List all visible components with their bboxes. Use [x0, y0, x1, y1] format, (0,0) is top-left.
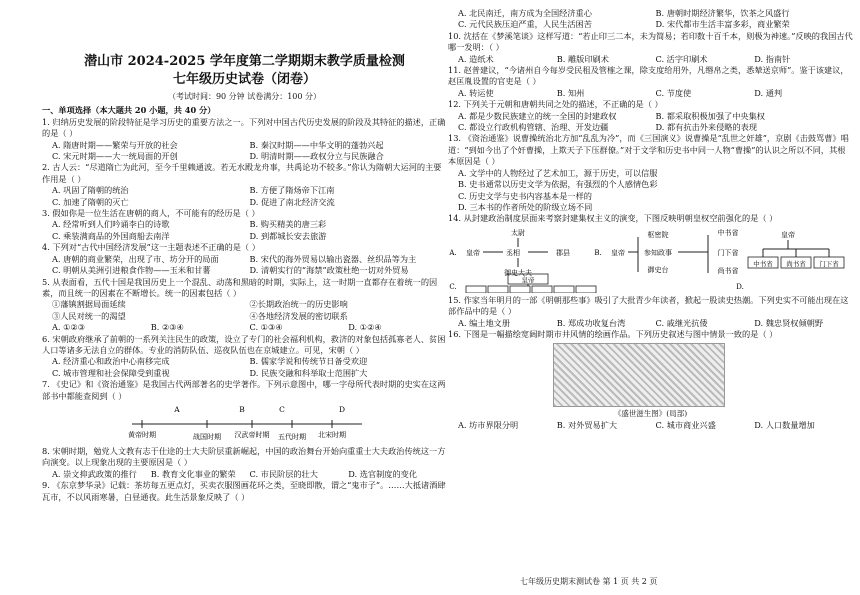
option: D. 到都城长安去旅游	[249, 230, 327, 241]
option: A. 巩固了隋朝的统治	[52, 185, 129, 196]
question-stem: 2. 古人云：“尽道隋亡为此河，至今千里赖通波。若无水殿龙舟事，共禹论功不较多。”你认为隋朝大运河的主要作用是（ ）	[42, 162, 442, 184]
diagram-box	[510, 286, 530, 293]
diagram-line	[763, 240, 829, 257]
question-options	[52, 356, 447, 379]
option: D. 都有抗击外来侵略的表现	[655, 122, 758, 133]
option: ④各地经济发展的密切联系	[249, 310, 348, 321]
painting-image	[553, 343, 725, 407]
timeline-letter: B	[239, 404, 245, 414]
diagram-label: 中书省	[717, 228, 739, 237]
diagram-box	[488, 286, 508, 293]
option: D. 人口数量增加	[754, 419, 815, 430]
option: C. 都设立行政机构管辖、治理、开发边疆	[458, 122, 609, 133]
left-column	[42, 8, 447, 503]
government-diagram	[448, 227, 853, 293]
diagram-label: 郡县	[556, 248, 570, 257]
timeline-label: 黄帝时期	[128, 430, 156, 439]
diagram-label: 尚书省	[786, 259, 806, 268]
option: C. 历史文学与史书内容基本是一样的	[458, 190, 592, 201]
question-stem: 5. 从表面看，五代十国是我国历史上一个混乱、动荡和黑暗的时期，实际上，这一时期一直都存在着统一的因素，而且统一的因素在不断增长。统一的因素包括（ ）	[42, 276, 438, 298]
option: A. 隋唐时期——繁荣与开放的社会	[52, 139, 178, 150]
timeline-label: 五代时期	[278, 432, 306, 441]
painting-caption: 《盛世滋生图》(局部)	[613, 409, 688, 419]
diagram-label: 皇帝	[521, 275, 535, 284]
question-options	[52, 299, 447, 322]
question-list-left	[42, 117, 447, 402]
option: C. 加速了隋朝的灭亡	[52, 196, 129, 207]
exam-title: 潜山市 2024-2025 学年度第二学期期末教学质量检测	[84, 54, 405, 69]
question-options	[458, 8, 853, 31]
timeline-letter: A	[174, 404, 180, 414]
option: D. 指南针	[754, 53, 791, 64]
option: A. 崇文抑武政策的推行	[52, 468, 137, 479]
exam-info: （考试时间：90 分钟 试卷满分：100 分）	[167, 92, 322, 101]
page-footer: 七年级历史期末测试卷 第 1 页 共 2 页	[520, 577, 658, 586]
question-options	[458, 88, 853, 99]
option: B. 教育文化事业的繁荣	[150, 468, 236, 479]
option: B. 史书通常以历史文学为依据，有强烈的个人感情色彩	[458, 179, 658, 190]
choice: D. ①②④	[348, 322, 382, 333]
option: C. 活字印刷术	[655, 53, 708, 64]
question-list-right-b	[448, 295, 853, 341]
diagram-box	[576, 286, 596, 293]
timeline-label: 战国时期	[193, 432, 221, 441]
timeline-letter: C	[279, 404, 285, 414]
option: A. 经济重心和政治中心南移完成	[52, 356, 170, 367]
option: D. 三本书的作者所处的阶级立场不同	[458, 201, 593, 212]
question-stem: 13. 《资治通鉴》说曹操统治北方加“乱乱为冷”，而《三国演义》说曹操是“乱世之奸雄”，京剧《击鼓骂曹》唱道：“到如今出了个奸曹操，上欺天子下压群僚。”对于文学和历史书中同一人物“曹操”的认识之所以不同，其根本原因是（ ）	[448, 133, 849, 167]
option: ②长期政治统一的历史影响	[249, 299, 348, 310]
diagram-label: 皇帝	[781, 230, 795, 239]
option: C. 节度使	[655, 87, 692, 98]
option: C. 市民阶层的壮大	[249, 468, 318, 479]
option: A. 唐朝的商业繁荣，出现了市、坊分开的局面	[52, 253, 219, 264]
question-options	[458, 111, 853, 134]
option: D. 清朝实行的“海禁”政策杜绝一切对外贸易	[249, 265, 409, 276]
option: A. 编土地文册	[458, 317, 511, 328]
choice: C. ①③④	[249, 322, 283, 333]
diagram-label: 枢密院	[647, 230, 669, 239]
question-options	[458, 318, 853, 329]
question-stem: 11. 赵普建议，“今诸州自今每岁受民租及管榷之课，除支度给用外，凡缗帛之类，悉辇送京师”。鉴于该建议，赵匡胤设置的官吏是（ ）	[448, 65, 849, 87]
diagram-label: 门下省	[717, 248, 739, 257]
question-list-left-b	[42, 446, 447, 503]
diagram-label: 丞相	[506, 248, 520, 257]
option: B. 方便了隋炀帝下江南	[249, 185, 335, 196]
option: ③人民对统一的渴望	[52, 310, 126, 321]
option: A. 经常听到人们吟诵李白的诗歌	[52, 219, 170, 230]
option: D. 魏忠贤权倾朝野	[754, 317, 824, 328]
diagram-label: 御史大夫	[504, 268, 532, 277]
question-stem: 7. 《史记》和《资治通鉴》是我国古代两部著名的史学著作。下列示意图中，哪一字母所代表时期的史实在这两部书中都能查阅到（ ）	[42, 379, 446, 401]
question-stem: 16. 下图是一幅描绘宽阔时期市井风情的绘画作品。下列历史叙述与图中情景一致的是（ ）	[448, 328, 778, 339]
option: A. 坊市界限分明	[458, 419, 519, 430]
option: C. 乘装满商品的外国商船去南洋	[52, 230, 170, 241]
diagram-box	[554, 286, 574, 293]
question-options	[52, 254, 447, 277]
choice: A. ①②③	[52, 322, 86, 333]
option: B. 宋代的海外贸易以输出瓷器、丝织品等为主	[249, 253, 417, 264]
question-options	[52, 185, 447, 208]
question-stem: 8. 宋朝时期，勉党人文教有志于仕途的士大夫阶层重新崛起，中国的政治舞台开始向重重士大夫政治传统这一方向演变。以上现象出现的主要原因是（ ）	[42, 445, 446, 468]
option: D. 促进了南北经济交流	[249, 196, 335, 207]
option: B. 都采取积极加强了中央集权	[655, 110, 765, 121]
question-stem: 9. 《东京梦华录》记载：茶坊每五更点灯，买卖衣服图画花环之类，至晓即散，谓之“鬼市子”。……大抵诸酒肆瓦市，不以风雨寒暑，白昼通夜。此生活景象反映了（ ）	[42, 480, 446, 502]
right-column	[448, 8, 853, 431]
structure-diagrams	[448, 227, 853, 293]
option: D. 选官制度的变化	[348, 468, 418, 479]
diagram-label: 中书省	[753, 259, 773, 268]
option: A. 文学中的人物经过了艺术加工，源于历史，可以信服	[458, 167, 658, 178]
option: D. 民族交融和科举取士范围扩大	[249, 367, 368, 378]
option: B. 对外贸易扩大	[556, 419, 618, 430]
diagram-label: 尚书省	[717, 266, 739, 275]
option: C. 元代民族压迫严重，人民生活困苦	[458, 19, 592, 30]
option: A. 都是少数民族建立的统一全国的封建政权	[458, 110, 617, 121]
diagram-label: 皇帝	[466, 248, 480, 257]
option: A. 北民南迁，南方成为全国经济重心	[458, 8, 592, 18]
diagram-label: 御史台	[647, 265, 669, 274]
diagram-letter: B.	[594, 248, 602, 257]
timeline-label: 北宋时期	[318, 430, 346, 439]
option: D. 宋代都市生活丰富多彩，商业繁荣	[655, 19, 790, 30]
timeline-label: 汉武帝时期	[234, 430, 270, 439]
diagram-letter: D.	[736, 282, 744, 291]
option: D. 明清时期——政权分立与民族融合	[249, 151, 384, 162]
question-options	[52, 140, 447, 163]
question-choices	[52, 322, 447, 333]
question-stem: 15. 作家当年明月的一部《明朝那些事》吸引了大批青少年读者，掀起一股读史热潮。下列史实不可能出现在这部作品中的是（ ）	[448, 294, 849, 317]
diagram-box	[532, 286, 552, 293]
diagram-label: 参知政事	[644, 248, 672, 257]
question-options	[458, 168, 853, 214]
question-options	[458, 54, 853, 65]
question-stem: 10. 沈括在《梦溪笔谈》这样写道：“若止印三二本，未为简易；若印数十百千本，则极为神速。”反映的我国古代哪一发明：（ ）	[448, 30, 853, 53]
timeline-letter: D	[338, 404, 346, 414]
question-stem: 14. 从封建政治制度层面来考察封建集权主义的演变，下图反映明朝皇权空前强化的是（ ）	[448, 213, 778, 224]
option: B. 唐朝时期经济繁华，饮茶之风盛行	[655, 8, 790, 18]
option: A. 造纸术	[458, 53, 494, 64]
question-stem: 3. 假如你是一位生活在唐朝的商人，不可能有的经历是（ ）	[42, 208, 260, 219]
diagram-box	[466, 286, 486, 293]
question-stem: 12. 下列关于元朝和唐朝共同之处的描述，不正确的是（ ）	[448, 99, 663, 110]
option: B. 儒家学说和传统节日备受欢迎	[249, 356, 368, 367]
option: C. 戚继光抗倭	[655, 317, 708, 328]
question-stem: 6. 宋朝政府继承了前朝的一系列关注民生的政策，设立了专门的社会福利机构，救济的对象包括孤寡老人、贫困人口等诸多无法自立的群体。专业的消防队伍、巡夜队伍也在京城建立。可见，宋朝（ ）	[42, 333, 446, 355]
diagram-label: 皇帝	[611, 248, 625, 257]
option: C. 明朝从美洲引进粮食作物——玉米和甘薯	[52, 265, 211, 276]
section-heading: 一、单项选择（本大题共 20 小题，共 40 分）	[42, 105, 216, 116]
question-options	[52, 219, 447, 242]
option: B. 购买精美的唐三彩	[249, 219, 327, 230]
option: B. 知州	[556, 87, 585, 98]
diagram-letter: C.	[449, 282, 457, 291]
option: D. 通判	[754, 87, 783, 98]
q16-options	[458, 420, 853, 431]
choice: B. ②③④	[150, 322, 184, 333]
option: C. 宋元时期——大一统局面的开创	[52, 151, 178, 162]
exam-subtitle: 七年级历史试卷（闭卷）	[172, 72, 316, 87]
option: A. 转运使	[458, 87, 494, 98]
option: B. 郑成功收复台湾	[556, 317, 626, 328]
question-list-right	[448, 8, 853, 225]
option: B. 秦汉时期——中华文明的蓬勃兴起	[249, 139, 384, 150]
option: ①藩镇割据局面延续	[52, 299, 126, 310]
diagram-label: 门下省	[819, 259, 839, 268]
diagram-letter: A.	[449, 248, 457, 257]
question-options	[52, 469, 447, 480]
diagram-label: 太尉	[511, 228, 525, 237]
question-stem: 4. 下列对“古代中国经济发展”这一主题表述不正确的是（ ）	[42, 242, 260, 253]
option: C. 城市管理和社会保障受到重视	[52, 367, 170, 378]
question-stem: 1. 归纳历史发展的阶段特征是学习历史的重要方法之一。下列对中国古代历史发展的阶段及其特征的描述，正确的是（ ）	[42, 116, 446, 139]
option: C. 城市商业兴盛	[655, 419, 716, 430]
option: B. 雕版印刷术	[556, 53, 609, 64]
